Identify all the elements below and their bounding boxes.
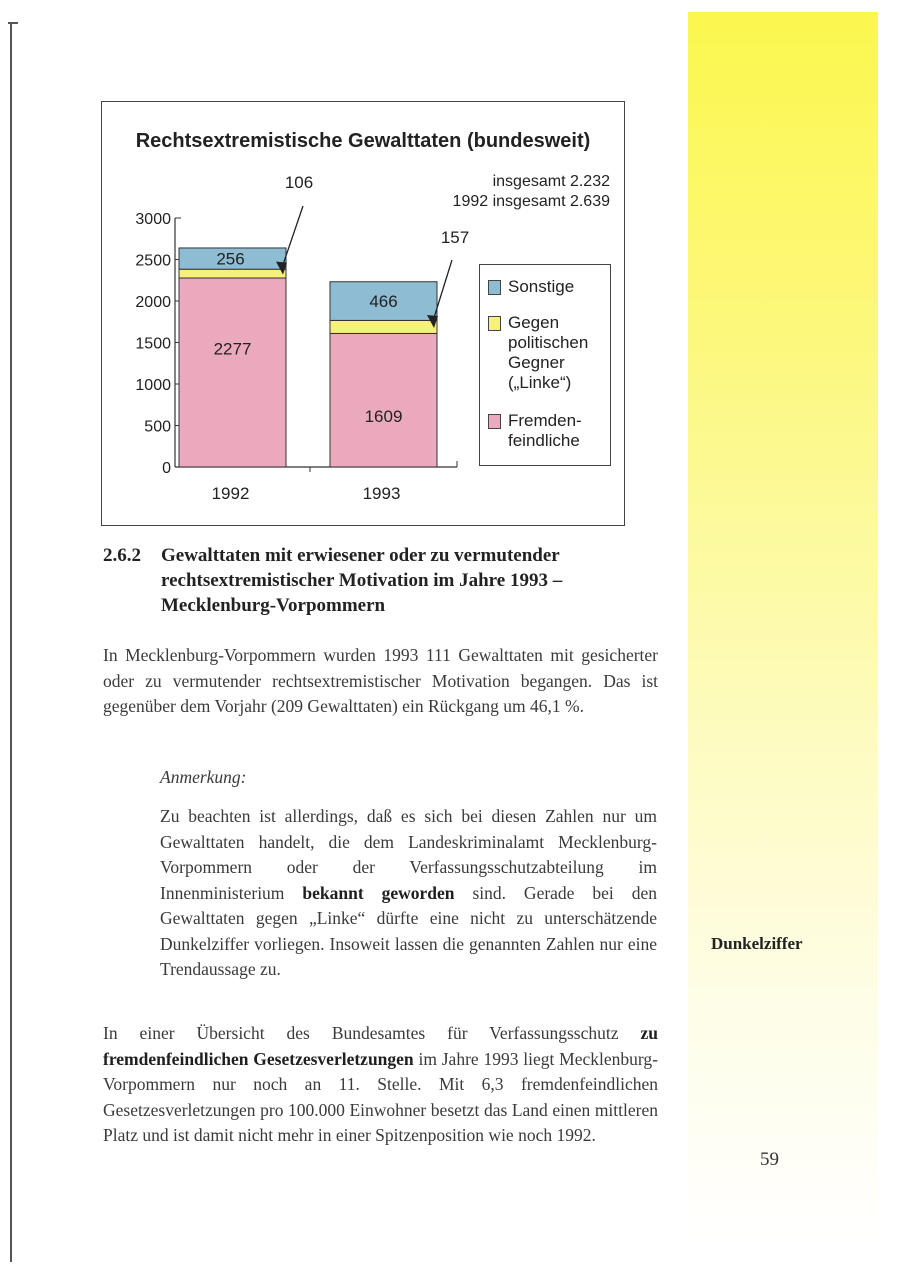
legend-item-fremdenfeindliche <box>488 411 608 451</box>
chart-total-1993: insgesamt 2.232 <box>492 173 610 190</box>
chart-frame <box>101 101 625 526</box>
y-tick-label-3000: 3000 <box>135 211 171 228</box>
legend-swatch-sonstige <box>488 280 501 295</box>
callout-line-1992 <box>282 206 303 268</box>
paragraph-2: In einer Übersicht des Bundesamtes für Verfassungsschutz zu fremdenfeindlichen Gesetzesverletzungen im Jahre 1993 liegt Mecklenburg-Vorpommern nur noch an 11. Stelle. Mit 6,3 fremdenfeindlichen Gesetzesverletzungen pro 100.000 Einwohner besetzt das Land einen mittleren Platz und ist damit nicht mehr in einer Spitzenposition wie noch 1992. <box>103 1023 658 1145</box>
chart-title: Rechtsextremistische Gewalttaten (bundesweit) <box>135 130 591 152</box>
x-tick-label-1992: 1992 <box>211 484 250 503</box>
bar-1992-label-fremden: 2277 <box>213 339 252 359</box>
page-crop-mark-top <box>8 22 18 24</box>
bar-1992-segment-0 <box>179 278 286 467</box>
legend-swatch-fremdenfeindliche <box>488 414 501 429</box>
legend-item-linke <box>488 313 608 393</box>
y-tick-label-500: 500 <box>144 418 171 436</box>
note-paragraph: Zu beachten ist allerdings, daß es sich bei diesen Zahlen nur um Gewalttaten handelt, die dem Landeskriminalamt Mecklenburg-Vorpommern oder der Verfassungsschutzabteilung im Innenministerium bekannt geworden sind. Gerade bei den Gewalttaten gegen „Linke“ dürfte eine nicht zu unterschätzende Dunkelziffer vorliegen. Insoweit lassen die genannten Zahlen nur eine Trendaussage zu. <box>160 806 657 979</box>
chart-total-1992: 1992 insgesamt 2.639 <box>452 193 610 210</box>
bar-1993-label-sonstige: 466 <box>369 292 398 312</box>
y-tick-label-2000: 2000 <box>135 294 171 311</box>
legend-label-linke: Gegen politischen Gegner („Linke“) <box>508 313 589 392</box>
bar-1993-segment-1 <box>330 320 437 333</box>
note-label: Anmerkung: <box>160 767 247 787</box>
legend-item-sonstige <box>488 277 608 297</box>
section-number: 2.6.2 <box>103 545 141 566</box>
legend-label-sonstige: Sonstige <box>508 277 575 296</box>
section-title: Gewalttaten mit erwiesener oder zu vermutender rechtsextremistischer Motivation im Jahre 1993 – Mecklenburg-Vorpommern <box>161 545 563 616</box>
y-tick-label-1000: 1000 <box>135 377 171 394</box>
bar-1993-segment-0 <box>330 333 437 467</box>
y-tick-label-2500: 2500 <box>135 252 171 270</box>
callout-label-1993: 157 <box>440 228 470 247</box>
callout-label-1992: 106 <box>284 173 314 192</box>
note-bold-phrase: bekannt geworden <box>302 882 455 903</box>
bar-1993-label-fremden: 1609 <box>364 407 403 427</box>
chart-legend <box>479 264 611 466</box>
bar-1992-segment-1 <box>179 269 286 278</box>
bar-1992-label-sonstige: 256 <box>216 249 245 269</box>
page-crop-mark <box>10 22 12 1262</box>
margin-highlight-band <box>688 12 878 1244</box>
legend-swatch-linke <box>488 316 501 331</box>
page-number: 59 <box>760 1149 779 1170</box>
paragraph-1: In Mecklenburg-Vorpommern wurden 1993 111 Gewalttaten mit gesicherter oder zu vermutender rechtsextremistischer Motivation begangen. Das ist gegenüber dem Vorjahr (209 Gewalttaten) ein Rückgang um 46,1 %. <box>103 645 658 716</box>
y-tick-label-0: 0 <box>162 460 171 477</box>
y-tick-label-1500: 1500 <box>135 335 171 353</box>
margin-keyword: Dunkelziffer <box>711 934 803 953</box>
legend-label-fremdenfeindliche: Fremden- feindliche <box>508 411 582 450</box>
x-tick-label-1993: 1993 <box>362 484 401 503</box>
paragraph-2-bold-phrase: zu fremdenfeindlichen Gesetzesverletzungen <box>103 1023 658 1069</box>
